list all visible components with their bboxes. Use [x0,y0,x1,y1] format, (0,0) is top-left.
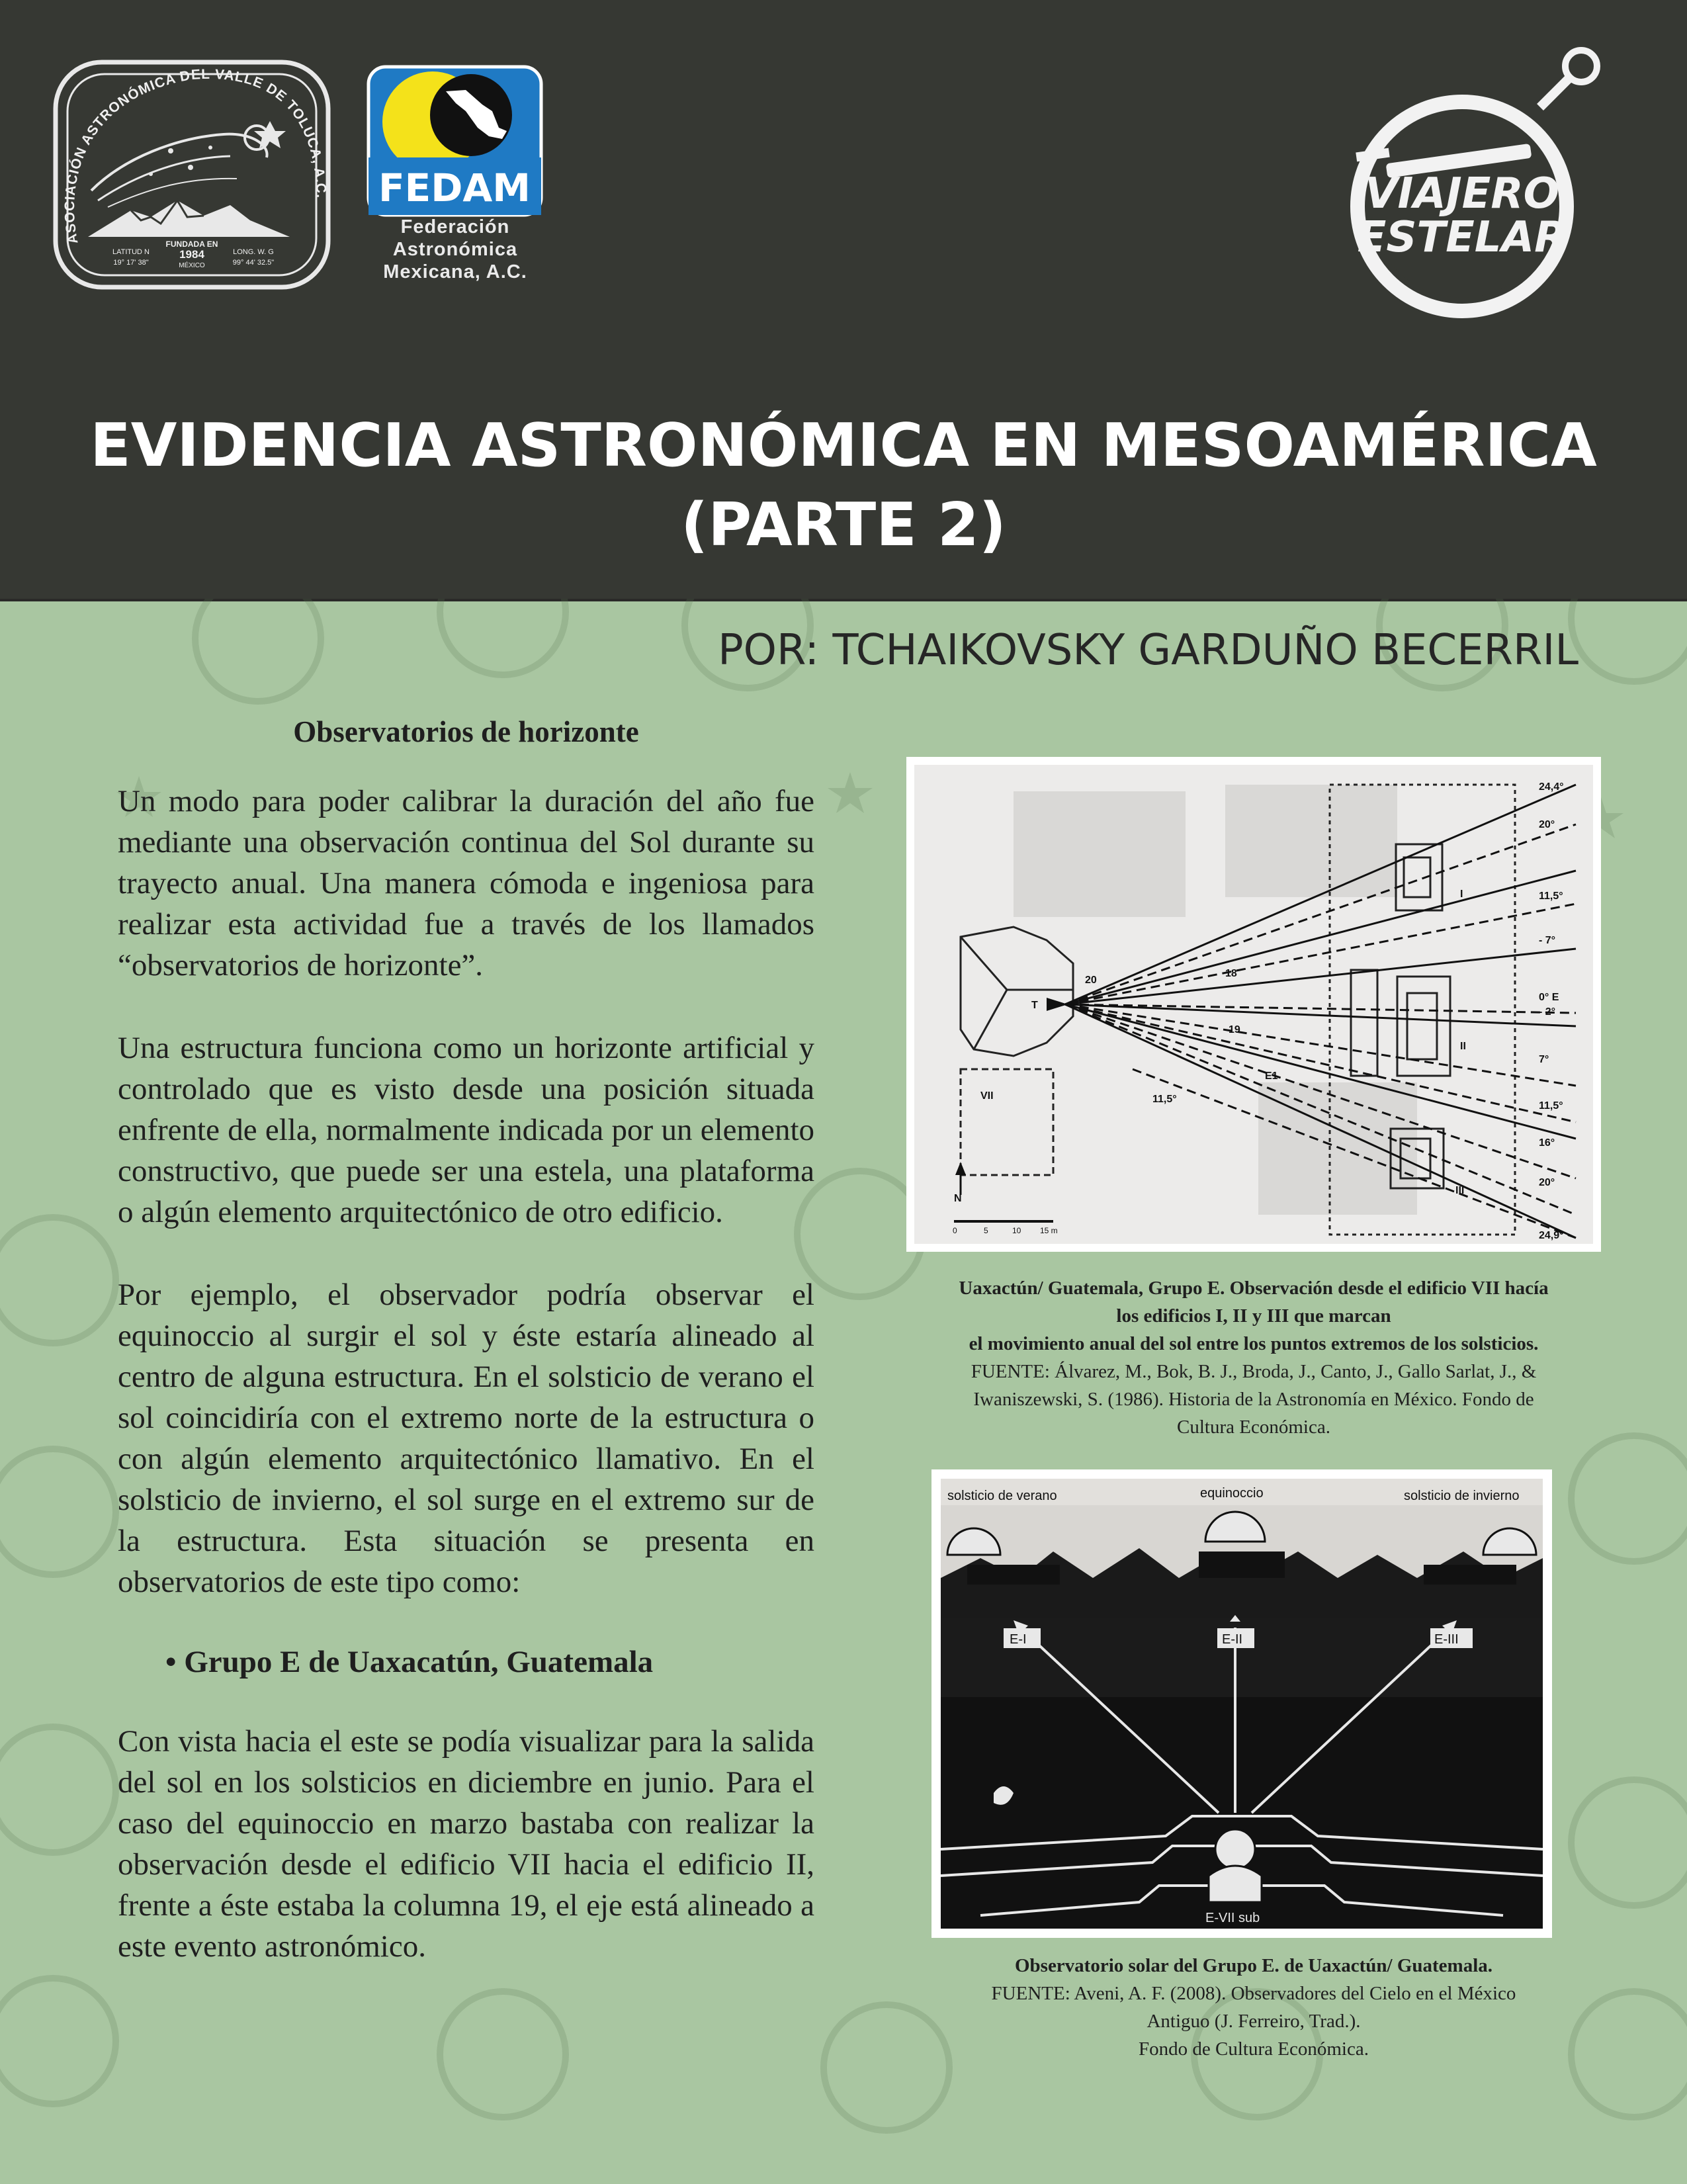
angle-label: 11,5° [1539,891,1563,902]
figure-observatorio-solar [931,1469,1552,1938]
title-line: EVIDENCIA ASTRONÓMICA EN MESOAMÉRICA [90,411,1597,480]
article-paragraph: Una estructura funciona como un horizonte artificial y controlado que es visto desde una posición situada enfrente de ella, normalmente indicada por un elemento constructivo, que puede ser una estela, una plataforma o algún elemento arquitectónico de otro edificio. [118,1031,814,1229]
aavt-ring-text: ASOCIACIÓN ASTRONÓMICA DEL VALLE DE TOLUCA, A.C. [62,66,329,245]
fedam-subtitle [357,216,553,283]
angle-label: 20° [1539,1177,1555,1188]
article-paragraph: Un modo para poder calibrar la duración del año fue mediante una observación continua del Sol durante su trayecto anual. Una manera cómoda e ingeniosa para realizar esta actividad fue a través de los llamados “observatorios de horizonte”. [118,784,814,983]
article-paragraph: Por ejemplo, el observador podría observar el equinoccio al surgir el sol y éste estaría alineado al centro de alguna estructura. En el solsticio de verano el sol coincidiría con el extremo norte de la estructura o con algún elemento arquitectónico llamativo. En el solsticio de invierno, el sol surge en el extremo sur de la estructura. Esta situación se presenta en observatorios de este tipo como: [118,1278,814,1599]
building-label: 19 [1229,1024,1240,1035]
article-column [118,715,814,2009]
building-label: E1 [1265,1070,1278,1082]
angle-label: 24,9° [1539,1230,1564,1241]
summer-solstice-label: solsticio de verano [947,1489,1057,1503]
fedam-sub-line: Astronómica [392,239,518,260]
caption-line: Iwaniszewski, S. (1986). Historia de la Astronomía en México. Fondo de [973,1389,1534,1410]
building-label: T [1031,1000,1038,1011]
aavt-latitud-label: LATITUD N [112,248,150,256]
aavt-latitud-value: 19° 17' 38" [113,259,149,267]
building-label: II [1460,1041,1466,1052]
caption-bold-line: Uaxactún/ Guatemala, Grupo E. Observación desde el edificio VII hacía [959,1278,1549,1299]
building-label: 18 [1225,968,1237,979]
angle-label: 16° [1539,1137,1555,1149]
e3-label: E-III [1434,1632,1459,1647]
building-label: I [1460,889,1463,900]
aavt-longitud-label: LONG. W. G [233,248,274,256]
e2-label: E-II [1222,1632,1243,1647]
aavt-year: 1984 [179,248,204,261]
caption-bold-line: el movimiento anual del sol entre los puntos extremos de los solsticios. [969,1333,1539,1354]
angle-label: - 2° [1539,1006,1556,1018]
page-title [26,406,1661,565]
fedam-logo [367,65,543,217]
angle-label: 11,5° [1539,1100,1563,1112]
aavt-mexico: MÉXICO [179,262,205,269]
article-paragraph: Con vista hacia el este se podía visualizar para la salida del sol en los solsticios en diciembre en junio. Para el caso del equinoccio en marzo bastaba con realizar la observación desde el edificio VII hacia el edificio II, frente a éste estaba la columna 19, el eje está alineado a este evento astronómico. [118,1724,814,1964]
angle-label: 20° [1539,819,1555,830]
figure-uaxactun-plan [906,757,1601,1252]
author-byline: POR: TCHAIKOVSKY GARDUÑO BECERRIL [718,626,1579,675]
scale-tick: 5 [984,1226,988,1235]
angle-label-left: 11,5° [1152,1094,1177,1105]
caption-bold-line: Observatorio solar del Grupo E. de Uaxactún/ Guatemala. [1014,1955,1493,1976]
caption-line: Fondo de Cultura Económica. [1139,2038,1369,2060]
winter-solstice-label: solsticio de invierno [1404,1489,1520,1503]
fedam-name: FEDAM [378,165,531,210]
caption-line: Cultura Económica. [1177,1417,1330,1438]
caption-bold-line: los edificios I, II y III que marcan [1116,1305,1391,1327]
angle-label: - 7° [1539,935,1556,946]
north-label: N [954,1193,962,1204]
angle-label: 24,4° [1539,781,1564,793]
angle-label: 7° [1539,1054,1549,1065]
caption-line: FUENTE: Álvarez, M., Bok, B. J., Broda, J., Canto, J., Gallo Sarlat, J., & [971,1361,1537,1382]
title-line: (PARTE 2) [681,490,1006,560]
scale-tick: 10 [1012,1226,1021,1235]
building-label: 20 [1085,975,1097,986]
evii-sub-label: E-VII sub [1205,1911,1260,1925]
header-banner [0,0,1687,601]
viajero-line2: ESTELAR [1357,213,1567,262]
plan-drawing [914,765,1593,1244]
figure2-caption [903,1952,1604,2063]
observatory-drawing [941,1479,1543,1929]
aavt-fundada: FUNDADA EN [165,240,218,249]
caption-line: Antiguo (J. Ferreiro, Trad.). [1146,2011,1361,2032]
e1-label: E-I [1010,1632,1027,1647]
equinox-label: equinoccio [1200,1486,1264,1501]
building-label: VII [980,1090,994,1102]
aavt-longitud-value: 99° 44' 32.5" [232,259,275,267]
figure1-caption [903,1274,1604,1441]
caption-line: FUENTE: Aveni, A. F. (2008). Observadores del Cielo en el México [991,1983,1516,2004]
angle-label: 0° E [1539,992,1559,1003]
building-label: III [1455,1185,1465,1196]
aavt-logo [52,58,332,291]
fedam-sub-line: Federación [400,216,510,238]
scale-tick: 0 [953,1226,957,1235]
fedam-sub-line: Mexicana, A.C. [383,261,527,283]
scale-tick: 15 m [1040,1226,1058,1235]
article-subheading: Observatorios de horizonte [293,715,639,748]
viajero-line1: VIAJERO [1364,169,1560,218]
viajero-estelar-logo [1330,41,1621,319]
bullet-item: • Grupo E de Uaxacatún, Guatemala [165,1645,654,1679]
